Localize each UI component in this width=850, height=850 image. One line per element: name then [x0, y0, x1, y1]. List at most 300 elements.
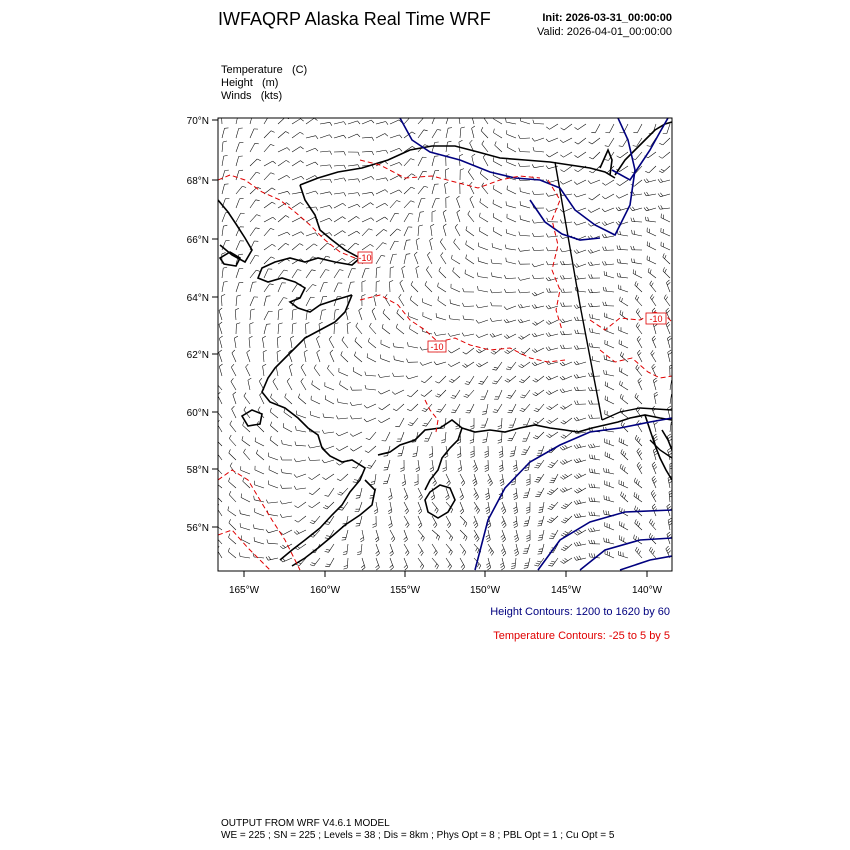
barb-flag	[524, 568, 528, 569]
wind-barb	[418, 130, 424, 138]
wind-barb	[320, 270, 325, 278]
barb-flag	[532, 293, 535, 296]
barb-flag	[371, 484, 375, 485]
barb-flag	[378, 374, 380, 378]
barb-flag	[576, 475, 579, 478]
barb-flag	[503, 525, 506, 528]
wind-barb	[390, 148, 399, 152]
barb-flag	[493, 185, 494, 189]
barb-flag	[420, 347, 422, 350]
barb-flag	[405, 522, 408, 525]
barb-flag	[420, 550, 422, 553]
barb-flag	[354, 480, 358, 481]
wind-barb	[292, 284, 298, 292]
wind-barb	[334, 283, 338, 292]
barb-flag	[565, 504, 569, 506]
wind-barb	[436, 334, 446, 336]
barb-flag	[466, 241, 467, 245]
barb-flag	[592, 329, 593, 333]
barb-flag	[535, 481, 539, 482]
wind-barb	[632, 234, 642, 236]
wind-barb	[362, 269, 365, 278]
barb-flag	[549, 506, 553, 507]
wind-barb	[326, 474, 334, 480]
barb-flag	[574, 362, 576, 365]
barb-flag	[565, 546, 569, 548]
barb-flag	[476, 351, 479, 354]
barb-flag	[633, 218, 634, 222]
barb-flag	[589, 142, 592, 144]
barb-flag	[654, 380, 657, 382]
wind-barb	[604, 291, 614, 292]
wind-barb	[418, 544, 423, 553]
barb-flag	[565, 445, 568, 448]
barb-flag	[473, 481, 476, 484]
wind-barb	[493, 217, 502, 222]
barb-flag	[519, 366, 522, 368]
wind-barb	[236, 283, 239, 293]
wind-barb	[381, 359, 390, 363]
barb-flag	[546, 347, 548, 350]
wind-barb	[470, 404, 474, 413]
wind-barb	[236, 143, 239, 152]
barb-flag	[241, 213, 245, 214]
barb-flag	[620, 310, 621, 314]
barb-flag	[272, 244, 275, 246]
barb-flag	[432, 498, 435, 500]
barb-flag	[482, 414, 486, 415]
barb-flag	[243, 422, 244, 426]
barb-flag	[453, 268, 455, 272]
wind-barb	[460, 530, 467, 537]
barb-flag	[514, 523, 518, 525]
barb-flag	[480, 381, 484, 382]
wind-barb	[522, 362, 530, 368]
wind-barb	[376, 122, 386, 125]
wind-barb	[426, 418, 432, 426]
wind-barb	[510, 390, 516, 398]
wind-barb	[478, 290, 488, 292]
wind-barb	[376, 530, 379, 540]
wind-barb	[506, 205, 516, 208]
barb-flag	[470, 442, 474, 443]
barb-flag	[501, 521, 504, 524]
barb-flag	[633, 269, 634, 273]
barb-flag	[461, 481, 464, 484]
barb-flag	[457, 442, 461, 444]
wind-barb	[549, 152, 558, 157]
barb-flag	[537, 494, 541, 495]
barb-flag	[637, 336, 640, 339]
barb-flag	[462, 567, 465, 570]
lon-ticks	[244, 571, 647, 577]
barb-flag	[604, 222, 607, 225]
wind-barb	[313, 488, 320, 495]
barb-flag	[639, 380, 642, 383]
barb-flag	[279, 309, 283, 310]
barb-flag	[493, 227, 494, 231]
wind-barb	[325, 446, 334, 450]
barb-flag	[263, 350, 267, 352]
wind-barb	[278, 216, 286, 223]
barb-flag	[429, 454, 433, 456]
barb-flag	[485, 465, 489, 467]
wind-barb	[278, 324, 279, 334]
barb-flag	[342, 337, 344, 340]
barb-flag	[388, 509, 391, 511]
wind-barb	[320, 179, 330, 180]
wind-barb	[314, 516, 320, 524]
wind-barb	[362, 203, 370, 208]
barb-flag	[560, 462, 563, 465]
barb-flag	[588, 262, 590, 265]
barb-flag	[357, 204, 360, 207]
barb-flag	[424, 423, 428, 424]
barb-flag	[395, 426, 399, 427]
wind-barb	[348, 165, 358, 166]
barb-flag	[638, 338, 641, 341]
barb-flag	[470, 426, 474, 427]
wind-barb	[427, 255, 432, 264]
barb-flag	[532, 233, 534, 237]
barb-flag	[560, 209, 563, 212]
barb-flag	[400, 468, 404, 470]
barb-flag	[514, 498, 518, 500]
barb-flag	[476, 497, 479, 500]
barb-flag	[312, 381, 313, 385]
barb-flag	[359, 308, 362, 311]
wind-barb	[263, 352, 264, 362]
barb-flag	[650, 294, 652, 297]
barb-flag	[526, 510, 530, 511]
barb-flag	[560, 331, 562, 335]
barb-flag	[606, 538, 607, 542]
barb-flag	[407, 525, 410, 528]
barb-flag	[592, 553, 593, 557]
barb-flag	[475, 525, 478, 528]
wind-barb	[390, 530, 395, 539]
wind-barb	[366, 389, 376, 390]
barb-flag	[622, 522, 623, 526]
barb-flag	[520, 410, 524, 411]
wind-barb	[507, 147, 516, 152]
wind-barb	[457, 213, 460, 223]
barb-flag	[451, 412, 455, 413]
wind-barb	[360, 488, 362, 498]
wind-barb	[536, 376, 544, 382]
barb-flag	[616, 208, 618, 211]
barb-flag	[638, 481, 639, 485]
barb-flag	[463, 288, 464, 292]
barb-flag	[325, 495, 329, 496]
wind-barb	[282, 473, 292, 474]
barb-flag	[653, 338, 656, 341]
wind-barb	[360, 516, 363, 526]
wind-barb	[443, 212, 446, 222]
barb-flag	[436, 535, 437, 539]
wind-barb	[268, 543, 278, 544]
wind-barb	[246, 367, 250, 376]
barb-flag	[560, 140, 563, 143]
wind-barb	[620, 468, 628, 474]
barb-flag	[653, 478, 656, 481]
barb-flag	[431, 495, 434, 497]
barb-flag	[561, 521, 565, 523]
wind-barb	[472, 128, 474, 138]
wind-barb	[325, 386, 334, 390]
wind-barb	[296, 430, 306, 432]
wind-barb	[278, 175, 287, 180]
wind-barb	[236, 114, 238, 124]
barb-flag	[492, 333, 495, 336]
barb-flag	[482, 112, 484, 115]
barb-flag	[501, 535, 504, 538]
wind-barb	[229, 439, 236, 447]
wind-barb	[482, 144, 488, 152]
wind-barb	[320, 310, 322, 320]
barb-flag	[526, 482, 530, 483]
barb-flag	[501, 549, 504, 552]
wind-barb	[564, 432, 572, 438]
barb-flag	[526, 512, 530, 513]
barb-flag	[392, 392, 395, 395]
barb-flag	[286, 132, 290, 134]
barb-flag	[379, 408, 382, 410]
lat-label: 56°N	[186, 523, 209, 534]
barb-flag	[284, 408, 285, 412]
barb-flag	[300, 147, 303, 149]
barb-flag	[419, 511, 422, 514]
barb-flag	[591, 289, 593, 293]
barb-flag	[236, 323, 240, 324]
barb-flag	[650, 281, 652, 284]
barb-flag	[246, 364, 249, 367]
wind-barb	[493, 189, 502, 194]
wind-barb	[496, 362, 502, 370]
barb-flag	[463, 315, 464, 319]
wind-barb	[534, 236, 544, 237]
barb-flag	[362, 295, 366, 297]
wind-barb	[507, 134, 516, 138]
barb-flag	[565, 460, 568, 463]
barb-flag	[355, 243, 359, 245]
barb-flag	[306, 323, 310, 325]
barb-flag	[366, 438, 370, 439]
barb-flag	[244, 407, 246, 410]
wind-barb	[341, 474, 348, 481]
barb-flag	[459, 140, 463, 142]
wind-barb	[526, 432, 530, 441]
barb-flag	[604, 468, 605, 472]
barb-flag	[420, 212, 424, 213]
wind-barb	[255, 442, 264, 447]
wind-barb	[339, 446, 348, 451]
barb-flag	[362, 568, 365, 571]
wind-barb	[361, 544, 362, 554]
wind-barb	[376, 178, 386, 180]
barb-flag	[650, 270, 651, 274]
wind-barb	[264, 202, 272, 208]
barb-flag	[574, 387, 576, 391]
wind-barb	[651, 493, 656, 502]
barb-flag	[548, 565, 552, 566]
barb-flag	[441, 252, 443, 255]
barb-flag	[637, 395, 639, 399]
barb-flag	[577, 500, 579, 503]
wind-barb	[548, 236, 558, 237]
barb-flag	[574, 375, 576, 378]
barb-flag	[636, 323, 638, 326]
barb-flag	[507, 379, 511, 381]
temperature-labels	[358, 252, 666, 352]
wind-barb	[278, 232, 287, 236]
barb-flag	[574, 501, 576, 504]
wind-barb	[370, 432, 376, 440]
barb-flag	[547, 288, 549, 292]
barb-flag	[632, 207, 634, 210]
barb-flag	[336, 415, 338, 419]
wind-barb	[320, 243, 327, 250]
barb-flag	[607, 383, 608, 387]
barb-flag	[525, 521, 529, 522]
barb-flag	[546, 209, 549, 212]
lon-label: 145°W	[550, 585, 582, 596]
wind-barb	[250, 172, 256, 180]
wind-barb	[283, 544, 292, 549]
barb-flag	[352, 467, 356, 468]
barb-flag	[289, 364, 292, 366]
barb-flag	[574, 264, 577, 267]
wind-barb	[292, 132, 300, 138]
barb-flag	[638, 464, 641, 467]
wind-barb	[564, 418, 572, 424]
barb-flag	[458, 470, 462, 472]
barb-flag	[532, 275, 534, 279]
barb-flag	[537, 561, 541, 562]
barb-flag	[539, 512, 543, 513]
barb-flag	[551, 561, 555, 562]
wind-barb	[455, 390, 460, 398]
barb-flag	[525, 470, 529, 471]
barb-flag	[606, 371, 607, 375]
lon-label: 150°W	[469, 585, 501, 596]
barb-flag	[376, 281, 380, 282]
barb-flag	[357, 554, 361, 555]
wind-barb	[538, 404, 544, 412]
barb-flag	[462, 550, 464, 553]
wind-barb	[359, 311, 362, 321]
barb-flag	[561, 507, 565, 509]
barb-flag	[579, 530, 582, 533]
barb-flag	[251, 309, 255, 310]
barb-flag	[514, 549, 517, 551]
barb-flag	[443, 470, 447, 472]
barb-flag	[466, 226, 467, 230]
barb-flag	[532, 363, 535, 366]
barb-flag	[445, 495, 448, 498]
wind-barb	[578, 152, 586, 158]
wind-barb	[400, 283, 404, 292]
barb-flag	[272, 202, 275, 204]
barb-flag	[219, 322, 222, 325]
barb-flag	[390, 553, 393, 556]
wind-barb	[632, 262, 642, 264]
barb-flag	[407, 359, 409, 363]
barb-flag	[565, 487, 568, 490]
wind-barb	[508, 376, 516, 382]
barb-flag	[513, 507, 517, 509]
wind-barb	[296, 488, 306, 489]
wind-barb	[390, 254, 393, 264]
wind-barb	[439, 390, 446, 397]
barb-flag	[449, 315, 450, 319]
barb-flag	[396, 324, 397, 328]
wind-barb	[651, 354, 656, 363]
wind-barb	[304, 352, 306, 362]
barb-flag	[344, 193, 346, 197]
wind-barb	[348, 243, 355, 250]
barb-flag	[565, 558, 568, 560]
wind-barb	[310, 446, 320, 448]
barb-flag	[376, 551, 379, 554]
wind-barb	[268, 502, 278, 503]
wind-barb	[592, 138, 600, 144]
barb-flag	[461, 565, 464, 568]
barb-flag	[535, 436, 539, 438]
barb-flag	[503, 553, 506, 556]
barb-flag	[574, 445, 576, 448]
barb-flag	[338, 509, 342, 510]
barb-flag	[325, 506, 329, 508]
barb-flag	[591, 444, 593, 447]
wind-barb	[241, 539, 250, 544]
barb-flag	[526, 540, 530, 542]
barb-flag	[369, 229, 373, 230]
wind-barb	[605, 330, 614, 334]
wind-barb	[334, 297, 337, 306]
barb-flag	[410, 296, 411, 300]
barb-flag	[418, 509, 421, 512]
wind-barb	[229, 481, 237, 488]
barb-flag	[608, 511, 609, 515]
barb-flag	[521, 352, 525, 354]
barb-flag	[621, 492, 623, 496]
barb-flag	[546, 234, 548, 238]
barb-flag	[407, 409, 411, 411]
barb-flag	[477, 564, 479, 568]
barb-flag	[330, 122, 332, 125]
barb-flag	[592, 469, 593, 473]
wind-barb	[432, 142, 435, 152]
wind-barb	[460, 460, 462, 470]
barb-flag	[617, 273, 618, 277]
barb-flag	[486, 537, 489, 539]
barb-flag	[563, 345, 565, 349]
wind-barb	[591, 208, 600, 213]
barb-flag	[532, 138, 535, 141]
wind-barb	[382, 328, 390, 334]
barb-flag	[301, 232, 304, 235]
wind-barb	[292, 161, 300, 166]
barb-flag	[430, 470, 433, 472]
barb-flag	[344, 165, 346, 169]
wind-barb	[320, 205, 330, 208]
barb-flag	[532, 191, 534, 195]
wind-barb	[338, 402, 348, 404]
barb-flag	[548, 277, 550, 280]
barb-flag	[239, 553, 240, 557]
barb-flag	[422, 425, 426, 426]
